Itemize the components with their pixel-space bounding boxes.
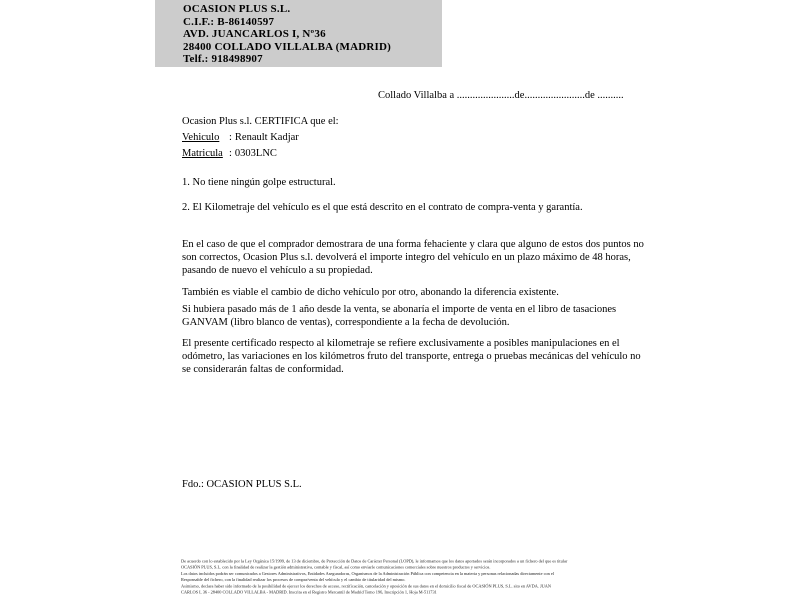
legal-footer-line: CARLOS I, 36 - 28400 COLLADO VILLALBA - MADRID. Inscrita en el Registro Mercantil de Madrid Tomo 196, Inscripción 1, Hoja M-511731 (181, 589, 437, 595)
vehicle-line (182, 131, 299, 144)
plate-label: Matricula (182, 148, 223, 159)
certify-intro: Ocasion Plus s.l. CERTIFICA que el: (182, 116, 339, 127)
point-2: 2. El Kilometraje del vehículo es el que está descrito en el contrato de compra-venta y garantía. (182, 202, 583, 213)
date-place-line: Collado Villalba a ......................de.......................de .......... (378, 90, 624, 101)
paragraph-exchange-option: También es viable el cambio de dicho vehículo por otro, abonando la diferencia existente. (182, 287, 559, 298)
company-phone: Telf.: 918498907 (183, 53, 263, 66)
legal-footer-line: De acuerdo con lo establecido por la Ley Orgánica 15/1999, de 13 de diciembre, de Protección de Datos de Carácter Personal (LOPD), le informamos que los datos aportados serán incorporados a un fichero del que es titular (181, 558, 568, 564)
vehicle-value: Renault Kadjar (234, 132, 299, 143)
legal-footer-line: Asimismo, declara haber sido informado de la posibilidad de ejercer los derechos de acceso, rectificación, cancelación y oposición de sus datos en el domicilio fiscal de OCASIÓN PLUS, S.L. sito en AVDA. JUAN (181, 583, 552, 589)
legal-footer-line: Responsable del fichero, con la finalidad realizar los procesos de compra/venta del vehículo y el cambio de titularidad del mismo. (181, 577, 406, 583)
vehicle-label: Vehiculo (182, 132, 220, 143)
company-cif: C.I.F.: B-86140597 (183, 15, 275, 28)
legal-footer-block (181, 558, 613, 596)
plate-line (182, 147, 277, 160)
plate-colon: : (229, 148, 232, 159)
company-address-city: 28400 COLLADO VILLALBA (MADRID) (183, 40, 391, 53)
company-name: OCASION PLUS S.L. (183, 3, 291, 15)
signature-line: Fdo.: OCASION PLUS S.L. (182, 479, 302, 490)
legal-footer-line: OCASIÓN PLUS, S.L. con la finalidad de realizar la gestión administrativa, contable y fiscal, así como enviarle comunicaciones comerciales sobre nuestros productos y servicios. (181, 564, 491, 570)
company-header-block (155, 0, 442, 67)
paragraph-ganvam-valuation: Si hubiera pasado más de 1 año desde la venta, se abonaría el importe de venta en el libro de tasaciones GANVAM (libro blanco de ventas), correspondiente a la fecha de devolución. (182, 304, 617, 329)
point-1: 1. No tiene ningún golpe estructural. (182, 177, 336, 188)
paragraph-mileage-disclaimer: El presente certificado respecto al kilometraje se refiere exclusivamente a posibles manipulaciones en el odómetro, las variaciones en los kilómetros fruto del transporte, entrega o pruebas mecánicas del vehículo no se considerarán faltas de conformidad. (182, 338, 641, 376)
plate-value: 0303LNC (234, 148, 277, 159)
paragraph-refund-policy: En el caso de que el comprador demostrara de una forma fehaciente y clara que alguno de estos dos puntos no son correctos, Ocasion Plus s.l. devolverá el importe integro del vehículo en un plazo máximo de 48 horas, pasando de nuevo el vehículo a su propiedad. (182, 239, 644, 277)
company-address-street: AVD. JUANCARLOS I, Nº36 (183, 28, 326, 41)
vehicle-colon: : (229, 132, 232, 143)
legal-footer-line: Los datos incluidos podrán ser comunicados a Gestores Administrativos, Entidades Aseguradoras, Organismos de la Administración Pública con competencia en la materia y personas relacionadas directamente con el (181, 571, 555, 576)
